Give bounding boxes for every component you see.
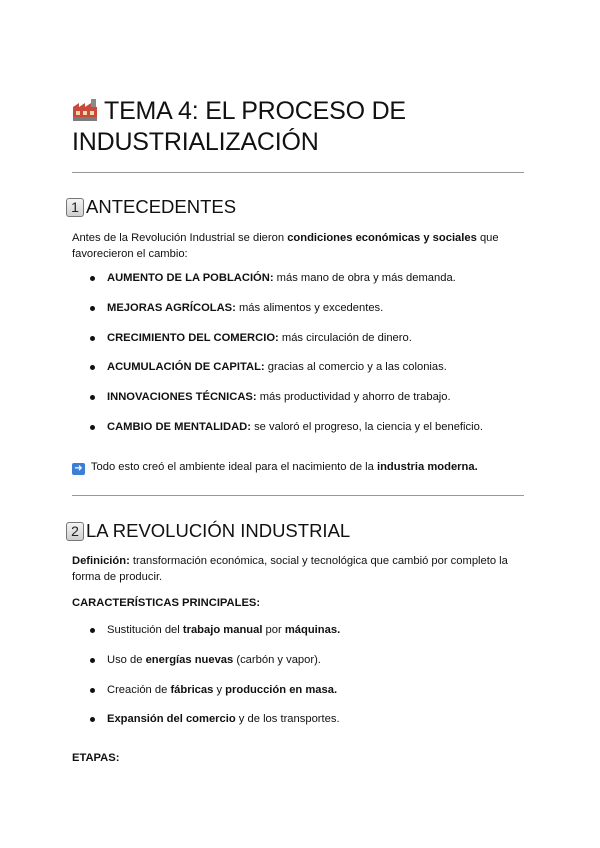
list-item: Creación de fábricas y producción en masa. <box>90 683 340 698</box>
list-item: AUMENTO DE LA POBLACIÓN: más mano de obra y más demanda. <box>90 271 483 286</box>
page-title-text: TEMA 4: EL PROCESO DE INDUSTRIALIZACIÓN <box>72 97 406 156</box>
list-item: Sustitución del trabajo manual por máquinas. <box>90 623 340 638</box>
number-two-icon: 2 <box>66 522 84 541</box>
number-one-icon: 1 <box>66 198 84 217</box>
section-heading-text: ANTECEDENTES <box>86 196 237 217</box>
conclusion-paragraph: ➜ Todo esto creó el ambiente ideal para el nacimiento de la industria moderna. <box>72 460 524 476</box>
list-item: CRECIMIENTO DEL COMERCIO: más circulación de dinero. <box>90 331 483 346</box>
list-item: MEJORAS AGRÍCOLAS: más alimentos y excedentes. <box>90 301 483 316</box>
list-item: INNOVACIONES TÉCNICAS: más productividad y ahorro de trabajo. <box>90 390 483 405</box>
characteristics-heading: CARACTERÍSTICAS PRINCIPALES: <box>72 597 261 609</box>
section-heading-text: LA REVOLUCIÓN INDUSTRIAL <box>86 520 351 541</box>
divider <box>72 495 524 496</box>
stages-heading: ETAPAS: <box>72 752 120 764</box>
antecedentes-list <box>90 271 483 435</box>
definition-paragraph: Definición: transformación económica, social y tecnológica que cambió por completo la forma de producir. <box>72 555 508 583</box>
divider <box>72 172 524 173</box>
arrow-right-icon: ➜ <box>72 463 85 475</box>
list-item: Expansión del comercio y de los transportes. <box>90 712 340 727</box>
section-heading-antecedentes <box>66 195 236 219</box>
intro-paragraph: Antes de la Revolución Industrial se dieron condiciones económicas y sociales que favorecieron el cambio: <box>72 232 499 260</box>
section-heading-revolucion <box>66 519 350 543</box>
factory-icon <box>72 98 98 122</box>
page-title <box>72 96 532 158</box>
list-item: Uso de energías nuevas (carbón y vapor). <box>90 653 340 668</box>
characteristics-list <box>90 623 340 727</box>
list-item: CAMBIO DE MENTALIDAD: se valoró el progreso, la ciencia y el beneficio. <box>90 420 483 435</box>
list-item: ACUMULACIÓN DE CAPITAL: gracias al comercio y a las colonias. <box>90 360 483 375</box>
